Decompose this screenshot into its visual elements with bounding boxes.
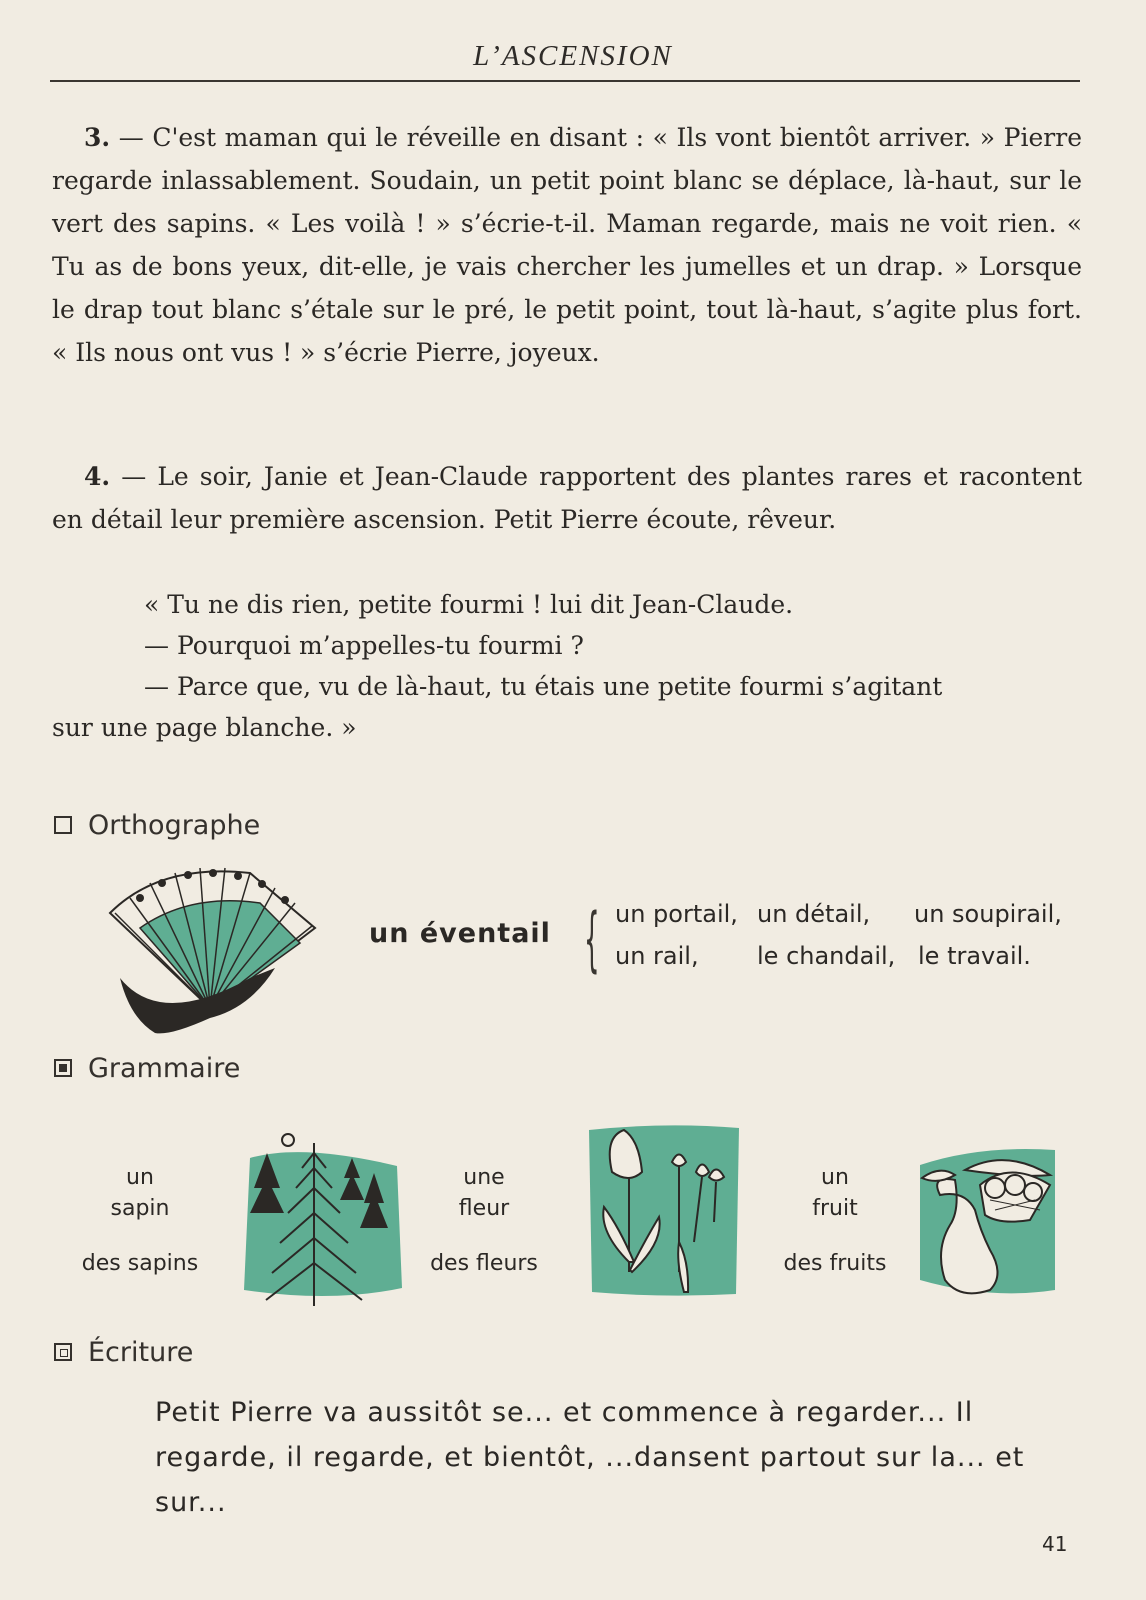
dialog-line: « Tu ne dis rien, petite fourmi ! lui dit Jean-Claude. bbox=[144, 590, 794, 619]
heading-label: Écriture bbox=[88, 1337, 194, 1368]
square-bullet-icon bbox=[54, 1059, 72, 1077]
word-list-line-1 bbox=[757, 900, 870, 928]
brace: { bbox=[584, 898, 600, 980]
writing-line: regarde, il regarde, et bientôt, ...dansent partout sur la... et sur... bbox=[155, 1442, 1025, 1518]
tulip-flowers-icon bbox=[584, 1122, 744, 1298]
heading-label: Grammaire bbox=[88, 1053, 241, 1084]
grammaire-heading bbox=[54, 1053, 240, 1084]
fruit-basket-icon bbox=[910, 1140, 1060, 1300]
main-word-prefix: un évent bbox=[369, 918, 512, 949]
dialog-line: — Pourquoi m’appelles-tu fourmi ? bbox=[144, 631, 584, 660]
paragraph-text: — C'est maman qui le réveille en disant : « Ils vont bientôt arriver. » Pierre regarde inlassablement. Soudain, un petit point blanc se déplace, là-haut, sur le vert des sapins. « Les voilà ! » s’écrie-t-il. Maman regarde, mais ne voit rien. « Tu as de bons yeux, dit-elle, je vais chercher les jumelles et un drap. » Lorsque le drap tout blanc s’étale sur le pré, le petit point, tout là-haut, s’agite plus fort. « Ils nous ont vus ! » s’écrie Pierre, joyeux. bbox=[52, 123, 1082, 367]
pine-trees-icon bbox=[232, 1128, 412, 1308]
word-list-line-1 bbox=[615, 900, 738, 928]
ecriture-heading bbox=[54, 1337, 193, 1368]
paragraph-4 bbox=[52, 455, 1082, 541]
writing-line: Petit Pierre va aussitôt se... et commence à regarder... Il bbox=[155, 1397, 974, 1428]
word-list-line-1 bbox=[914, 900, 1062, 928]
square-bullet-icon bbox=[54, 1343, 72, 1361]
fan-icon bbox=[100, 858, 320, 1038]
paragraph-number: 3. bbox=[84, 123, 111, 152]
page-number: 41 bbox=[1042, 1532, 1068, 1556]
word: un rail, bbox=[615, 942, 699, 970]
word-list-line-2 bbox=[918, 942, 1031, 970]
article: une bbox=[463, 1165, 505, 1190]
header-rule bbox=[50, 80, 1080, 82]
dialog-line: sur une page blanche. » bbox=[52, 713, 357, 742]
word: le chandail, bbox=[757, 942, 896, 970]
square-bullet-icon bbox=[54, 816, 72, 834]
main-word-suffix: ail bbox=[511, 918, 551, 949]
word: le travail. bbox=[918, 942, 1031, 970]
dialog-block bbox=[52, 584, 1082, 748]
heading-label: Orthographe bbox=[88, 810, 261, 841]
dialog-line: — Parce que, vu de là-haut, tu étais une petite fourmi s’agitant bbox=[144, 672, 943, 701]
writing-exercise bbox=[155, 1390, 1075, 1525]
main-word bbox=[369, 918, 551, 949]
grammar-item-sapin bbox=[80, 1165, 200, 1276]
word: un portail, bbox=[615, 900, 738, 928]
orthographe-heading bbox=[54, 810, 260, 841]
running-head: L’ASCENSION bbox=[473, 40, 673, 72]
article: un bbox=[126, 1165, 154, 1190]
paragraph-number: 4. bbox=[84, 462, 111, 491]
grammar-item-fruit bbox=[770, 1165, 900, 1276]
paragraph-text: — Le soir, Janie et Jean-Claude rapportent des plantes rares et racontent en détail leur première ascension. Petit Pierre écoute, rêveur. bbox=[52, 462, 1083, 534]
singular: fruit bbox=[812, 1196, 858, 1221]
plural: des sapins bbox=[81, 1251, 199, 1276]
word-list-line-2 bbox=[615, 942, 699, 970]
singular: fleur bbox=[458, 1196, 510, 1221]
article: un bbox=[821, 1165, 849, 1190]
paragraph-3 bbox=[52, 116, 1082, 374]
word: un détail, bbox=[757, 900, 871, 928]
plural: des fruits bbox=[783, 1251, 887, 1276]
singular: sapin bbox=[110, 1196, 170, 1221]
word: un soupirail, bbox=[914, 900, 1062, 928]
word-list-line-2 bbox=[757, 942, 895, 970]
plural: des fleurs bbox=[430, 1251, 538, 1276]
grammar-item-fleur bbox=[424, 1165, 544, 1276]
